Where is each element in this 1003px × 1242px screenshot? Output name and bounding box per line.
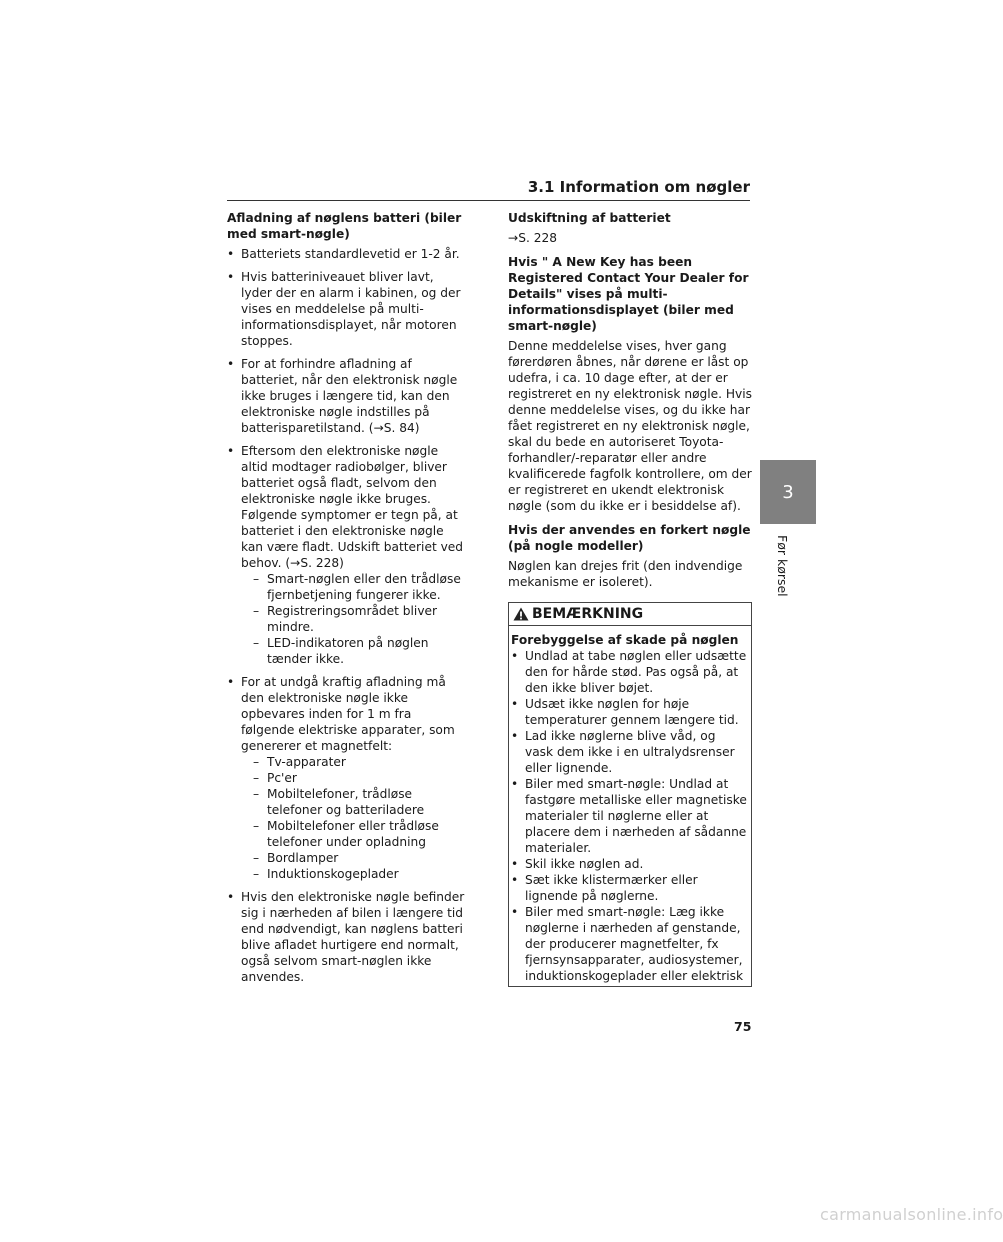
- wrong-key-paragraph: Nøglen kan drejes frit (den indvendige mekanisme er isoleret).: [508, 559, 743, 589]
- notice-list: [511, 648, 747, 984]
- left-column: [227, 210, 467, 992]
- wrong-key-heading: Hvis der anvendes en forkert nøgle (på nogle modeller): [508, 523, 751, 553]
- list-item: • For at forhindre afladning af batteriet, når den elektronisk nøgle ikke bruges i længere tid, kan den elektroniske nøgle indstilles på batterisparetilstand. (→S. 84): [227, 356, 467, 436]
- list-item: – Registreringsområdet bliver mindre.: [241, 603, 467, 635]
- appliance-list: [241, 754, 467, 882]
- chapter-tab: 3: [760, 460, 816, 524]
- list-item: – Smart-nøglen eller den trådløse fjernbetjening fungerer ikke.: [241, 571, 467, 603]
- notice-box: [508, 602, 752, 987]
- notice-heading: Forebyggelse af skade på nøglen: [511, 633, 739, 647]
- notice-body: [509, 626, 751, 986]
- list-item: • Biler med smart-nøgle: Læg ikke nøglerne i nærheden af genstande, der producerer magnetfelter, fx fjernsynsapparater, audiosystemer, induktionskogeplader eller elektrisk: [511, 904, 747, 984]
- list-item: • Skil ikke nøglen ad.: [511, 856, 747, 872]
- list-item: • Batteriets standardlevetid er 1-2 år.: [227, 246, 467, 262]
- right-column: [508, 210, 752, 987]
- battery-bullet-list: [227, 246, 467, 985]
- symptom-list: [241, 571, 467, 667]
- list-item: – Pc'er: [241, 770, 467, 786]
- list-item: • Lad ikke nøglerne blive våd, og vask dem ikke i en ultralydsrenser eller lignende.: [511, 728, 747, 776]
- list-item: – LED-indikatoren på nøglen tænder ikke.: [241, 635, 467, 667]
- header-divider: [227, 200, 750, 201]
- chapter-label: Før kørsel: [775, 535, 790, 597]
- list-item: – Bordlamper: [241, 850, 467, 866]
- list-item: • Sæt ikke klistermærker eller lignende på nøglerne.: [511, 872, 747, 904]
- list-item: – Tv-apparater: [241, 754, 467, 770]
- notice-title: BEMÆRKNING: [532, 606, 644, 622]
- list-item: – Mobiltelefoner, trådløse telefoner og batteriladere: [241, 786, 467, 818]
- list-item: • For at undgå kraftig afladning må den elektroniske nøgle ikke opbevares inden for 1 m fra følgende elektriske apparater, som genererer et magnetfelt: – Tv-apparater – Pc'er – Mobiltelefoner, trådløse telefoner og batteriladere – Mobiltelefoner eller trådløse telefoner under opladning – Bordlamper – Induktionskogeplader: [227, 674, 467, 882]
- list-item: • Undlad at tabe nøglen eller udsætte den for hårde stød. Pas også på, at den ikke bliver bøjet.: [511, 648, 747, 696]
- warning-icon: [513, 607, 529, 621]
- list-item: • Udsæt ikke nøglen for høje temperaturer gennem længere tid.: [511, 696, 747, 728]
- list-item: • Hvis batteriniveauet bliver lavt, lyder der en alarm i kabinen, og der vises en meddelelse på multi-informationsdisplayet, når motoren stoppes.: [227, 269, 467, 349]
- battery-replace-heading: Udskiftning af batteriet: [508, 211, 671, 225]
- page-number: 75: [734, 1019, 752, 1034]
- list-item: – Induktionskogeplader: [241, 866, 467, 882]
- section-title: 3.1 Information om nøgler: [527, 178, 750, 196]
- list-item: • Hvis den elektroniske nøgle befinder sig i nærheden af bilen i længere tid end nødvendigt, kan nøglens batteri blive afladet hurtigere end normalt, også selvom smart-nøglen ikke anvendes.: [227, 889, 467, 985]
- list-item: • Eftersom den elektroniske nøgle altid modtager radiobølger, bliver batteriet også fladt, selvom den elektroniske nøgle ikke bruges. Følgende symptomer er tegn på, at batteriet i den elektroniske nøgle kan være fladt. Udskift batteriet ved behov. (→S. 228) – Smart-nøglen eller den trådløse fjernbetjening fungerer ikke. – Registreringsområdet bliver mindre. – LED-indikatoren på nøglen tænder ikke.: [227, 443, 467, 667]
- list-item: • Biler med smart-nøgle: Undlad at fastgøre metalliske eller magnetiske materialer til nøglerne eller at placere dem i nærheden af sådanne materialer.: [511, 776, 747, 856]
- battery-heading: Afladning af nøglens batteri (biler med smart-nøgle): [227, 211, 462, 241]
- list-item: – Mobiltelefoner eller trådløse telefoner under opladning: [241, 818, 467, 850]
- new-key-paragraph: Denne meddelelse vises, hver gang førerdøren åbnes, når dørene er låst op udefra, i ca. 10 dage efter, at der er registreret en ny elektronisk nøgle. Hvis denne meddelelse vises, og du ikke har fået registreret en ny elektronisk nøgle, skal du bede en autoriseret Toyota-forhandler/-reparatør eller andre kvalificerede fagfolk kontrollere, om der er registreret en ukendt elektronisk nøgle (som du ikke er i besiddelse af).: [508, 339, 753, 513]
- watermark: carmanualsonline.info: [820, 1205, 1003, 1224]
- new-key-heading: Hvis " A New Key has been Registered Contact Your Dealer for Details" vises på multi-informationsdisplayet (biler med smart-nøgle): [508, 255, 749, 333]
- page-reference: →S. 228: [508, 231, 557, 245]
- notice-header: [509, 603, 751, 626]
